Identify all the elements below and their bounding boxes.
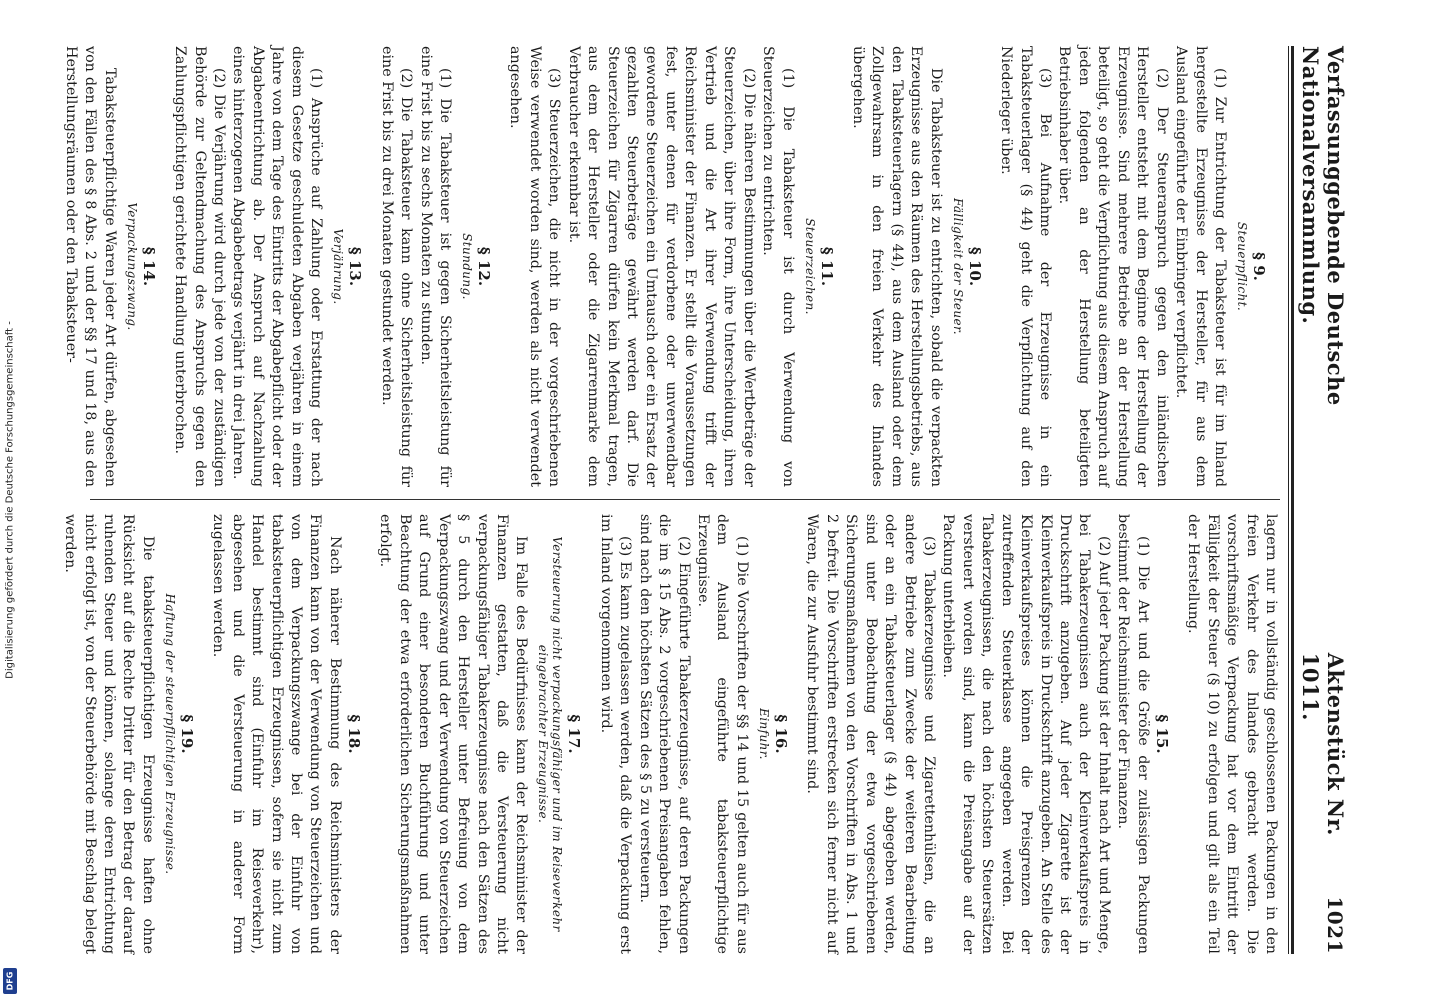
page-number: 1021: [1323, 896, 1347, 954]
left-column: [62, 46, 1280, 500]
paragraph: Tabaksteuerpflichtige Waren jeder Art dürfen, abgesehen von den Fällen des § 8 Abs. 2 und der §§ 17 und 18, aus den Herstellungsräumen oder den Tabaksteuer-: [62, 46, 118, 487]
dfg-logo-text: DFG: [5, 971, 15, 991]
document-number: Aktenstück Nr. 1011.: [1298, 652, 1348, 836]
dfg-logo: [3, 968, 17, 994]
section-heading: § 11.: [817, 246, 836, 287]
section-heading: § 16.: [771, 714, 790, 754]
section-subtitle: Stundung.: [460, 233, 474, 300]
paragraph: (1) Die Vorschriften der §§ 14 und 15 gelten auch für aus dem Ausland eingeführte tabaksteuerpflichtige Erzeugnisse.: [695, 514, 750, 954]
right-column: [62, 500, 1280, 954]
section-heading: § 15.: [1152, 714, 1171, 754]
section-subtitle: Versteuerung nicht verpackungsfähiger und im Reiseverkehr eingebrachter Erzeugnisse.: [536, 536, 565, 932]
section-heading: § 19.: [177, 714, 196, 754]
section-subtitle: Einfuhr.: [756, 708, 771, 760]
paragraph: (1) Zur Entrichtung der Tabaksteuer ist für im Inland hergestellte Erzeugnisse der Hersteller, für aus dem Ausland eingeführte der Einbringer verpflichtet.: [1173, 46, 1228, 487]
paragraph: Die tabaksteuerpflichtigen Erzeugnisse haften ohne Rücksicht auf die Rechte Dritter für den Betrag der darauf ruhenden Steuer und können, solange deren Entrichtung nicht erfolgt ist, von der Steuerbehörde mit Beschlag belegt werden.: [62, 514, 156, 954]
paragraph: (1) Die Tabaksteuer ist durch Verwendung von Steuerzeichen zu entrichten.: [760, 46, 796, 487]
paragraph: (2) Eingeführte Tabakerzeugnisse, auf deren Packungen die im § 15 Abs. 2 vorgeschriebenen Preisangaben fehlen, sind nach den höchsten Sätzen des § 5 zu versteuern.: [636, 514, 692, 954]
paragraph: (2) Der Steueranspruch gegen den inländischen Hersteller entsteht mit dem Beginne der Herstellung der Erzeugnisse. Sind mehrere Betriebe an der Herstellung beteiligt, so geht die Verpflichtung aus diesem Anspruch auf jeden folgenden an der Herstellung beteiligten Betriebsinhaber über.: [1056, 46, 1170, 487]
page-title: Verfassunggebende Deutsche Nationalversammlung.: [1298, 46, 1348, 406]
section-subtitle: Verpackungszwang.: [124, 202, 139, 331]
section-heading: § 12.: [475, 246, 493, 287]
paragraph: (2) Die Verjährung wird durch jede von der zuständigen Behörde zur Geltendmachung des Anspruchs gegen den Zahlungspflichtigen gerichtete Handlung unterbrochen.: [172, 46, 228, 487]
paragraph: (2) Auf jeder Packung ist der Inhalt nach Art und Menge, bei Tabakerzeugnissen auch der Kleinverkaufspreis in Druckschrift anzugeben. Auf jeder Zigarette ist der Kleinverkaufspreis in Druckschrift anzugeben. An Stelle des Kleinverkaufspreises können die Preisgrenzen der zutreffenden Steuerklasse angegeben werden. Bei Tabakerzeugnissen, die nach den höchsten Steuersätzen versteuert worden sind, kann die Preisangabe auf der Packung unterbleiben.: [940, 514, 1112, 954]
header-rule: [1288, 46, 1294, 954]
section-heading: § 10.: [965, 246, 984, 287]
section-subtitle: Steuerzeichen.: [802, 218, 817, 315]
digitization-credit: [0, 0, 20, 1000]
section-subtitle: Haftung der steuerpflichtigen Erzeugnisse.: [162, 593, 177, 875]
paragraph: (3) Tabakerzeugnisse und Zigarettenhülsen, die an andere Betriebe zum Zwecke der weiteren Bearbeitung oder an ein Tabaksteuerlager (§ 44) abgegeben werden, sind unter Beobachtung der etwa vorgeschriebenen Sicherungsmaßnahmen von den Vorschriften in Abs. 1 und 2 befreit. Die Vorschriften erstrecken sich ferner nicht auf Waren, die zur Ausfuhr bestimmt sind.: [804, 514, 937, 954]
section-heading: § 17.: [565, 714, 584, 754]
paragraph: (3) Bei Aufnahme der Erzeugnisse in ein Tabaksteuerlager (§ 44) geht die Verpflichtung auf den Niederleger über.: [998, 46, 1054, 487]
paragraph: (2) Die näheren Bestimmungen über die Wertbeträge der Steuerzeichen, über ihre Form, ihre Unterscheidung, ihren Vertrieb und die Art ihrer Verwendung trifft der Reichsminister der Finanzen. Er stellt die Voraussetzungen fest, unter denen für verdorbene oder unverwendbar gewordene Steuerzeichen ein Umtausch oder ein Ersatz der gezahlten Steuerbeträge gewährt werden darf. Die Steuerzeichen für Zigarren dürfen kein Merkmal tragen, aus dem der Hersteller oder die Zigarrenmarke dem Verbraucher erkennbar ist.: [565, 46, 757, 487]
section-heading: § 14.: [139, 246, 158, 287]
document-page: [62, 20, 1362, 980]
paragraph: (3) Steuerzeichen, die nicht in der vorgeschriebenen Weise verwendet worden sind, werden als nicht verwendet angesehen.: [507, 46, 563, 487]
section-heading: § 9.: [1250, 252, 1268, 281]
paragraph: Die Tabaksteuer ist zu entrichten, sobald die verpackten Erzeugnisse aus den Räumen des Herstellungsbetriebs, aus den Tabaksteuerlagern (§ 44), aus dem Ausland oder dem Zollgewahrsam in den freien Verkehr des Inlandes übergehen.: [850, 46, 944, 487]
paragraph: lagern nur in vollständig geschlossenen Packungen in den freien Verkehr des Inlandes gebracht werden. Die vorschriftsmäßige Verpackung hat vor dem Eintritt der Fälligkeit der Steuer (§ 10) zu erfolgen und gilt als ein Teil der Herstellung.: [1185, 514, 1279, 954]
page-header: [1294, 46, 1348, 954]
paragraph: (1) Die Art und die Größe der zulässigen Packungen bestimmt der Reichsminister der Finanzen.: [1115, 514, 1151, 954]
credit-text: Digitalisierung gefördert durch die Deutsche Forschungsgemeinschaft -: [4, 321, 16, 679]
paragraph: Nach näherer Bestimmung des Reichsministers der Finanzen kann von der Verwendung von Steuerzeichen und von dem Verpackungszwange bei der Einfuhr von tabaksteuerpflichtigen Erzeugnissen, sofern sie nicht zum Handel bestimmt sind (Einfuhr im Reiseverkehr), abgesehen und die Versteuerung in anderer Form zugelassen werden.: [210, 514, 343, 954]
paragraph: Im Falle des Bedürfnisses kann der Reichsminister der Finanzen gestatten, daß die Versteuerung nicht verpackungsfähiger Tabakerzeugnisse nach den Sätzen des § 5 durch den Hersteller unter Befreiung von dem Verpackungszwang und der Verwendung von Steuerzeichen auf Grund einer besonderen Buchführung und unter Beachtung der etwa erforderlichen Sicherungsmaßnahmen erfolgt.: [377, 514, 530, 954]
section-subtitle: Steuerpflicht.: [1235, 221, 1249, 312]
paragraph: (2) Die Tabaksteuer kann ohne Sicherheitsleistung für eine Frist bis zu drei Monaten gestundet werden.: [378, 46, 415, 487]
text-columns: [62, 46, 1280, 954]
paragraph: (1) Die Tabaksteuer ist gegen Sicherheitsleistung für eine Frist bis zu sechs Monaten zu stunden.: [417, 46, 453, 487]
section-heading: § 18.: [344, 714, 363, 754]
section-subtitle: Verjährung.: [331, 228, 346, 305]
section-subtitle: Fälligkeit der Steuer.: [950, 197, 965, 336]
paragraph: (3) Es kann zugelassen werden, daß die Verpackung erst im Inland vorgenommen wird.: [597, 514, 634, 954]
paragraph: (1) Ansprüche auf Zahlung oder Erstattung der nach diesem Gesetze geschuldeten Abgaben verjähren in einem Jahre von dem Tage des Eintritts der Abgabepflicht oder der Abgabeentrichtung ab. Der Anspruch auf Nachzahlung eines hinterzogenen Abgabebetrags verjährt in drei Jahren.: [230, 46, 325, 487]
section-heading: § 13.: [346, 246, 365, 287]
